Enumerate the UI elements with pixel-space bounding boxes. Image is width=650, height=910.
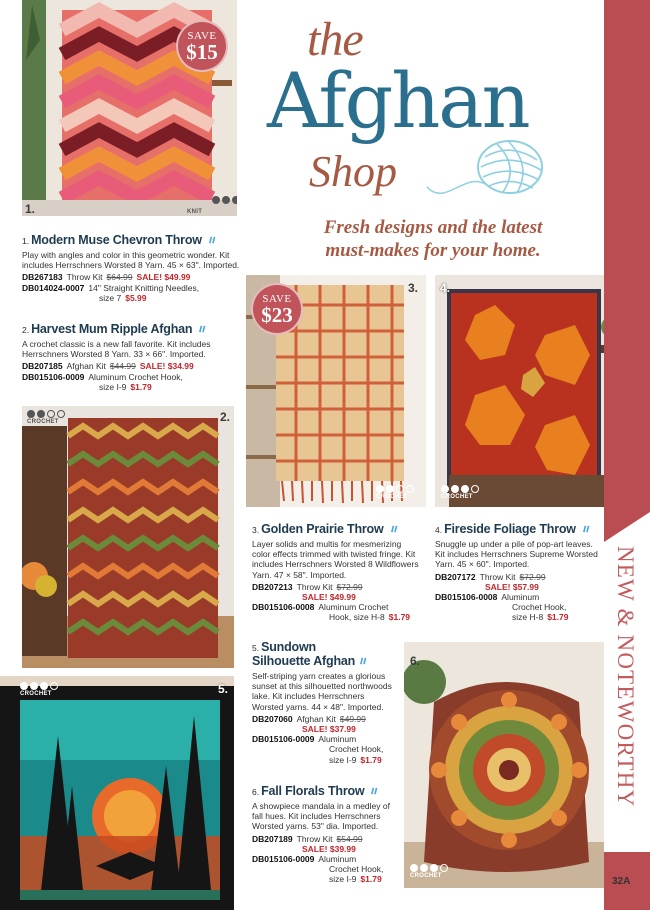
sku: DB015106-0008 — [252, 602, 315, 613]
product-name-line-1[interactable]: Sundown — [261, 640, 316, 654]
price: $1.79 — [360, 754, 382, 765]
item-name: Throw Kit — [296, 581, 333, 592]
product-description: Play with angles and color in this geometric wonder. Kit includes Herrschners Worsted 8 Yarn. 45 × 63". Imported. — [22, 250, 240, 271]
skill-dot-filled — [461, 485, 469, 493]
item-name: Aluminum Crochet Hook, — [88, 371, 183, 382]
logo-word-afghan: Afghan — [267, 56, 529, 145]
tagline-line-1: Fresh designs and the latest — [323, 217, 543, 238]
product-description: Layer solids and multis for mesmerizing color effects trimmed with twisted fringe. Kit includes Herrschners Worsted 8 Wildflowers Yarn. 47 × 58". Imported. — [252, 539, 419, 580]
sale-price: SALE! $49.99 — [302, 592, 356, 603]
skill-dot-filled — [27, 410, 35, 418]
yarn-weight-icon — [391, 525, 399, 533]
sale-price: SALE! $49.99 — [136, 272, 191, 283]
save-badge-amount: $15 — [186, 40, 218, 64]
item-name: Aluminum Crochet — [318, 602, 389, 613]
item-name: 14" Straight Knitting Needles, — [88, 282, 200, 293]
item-name: Afghan Kit — [66, 361, 106, 372]
product-description: A showpiece mandala in a medley of fall hues. Kit includes Herrschners Worsted yarns. 53" dia. Imported. — [252, 801, 390, 832]
item-size: size I-9 — [99, 381, 127, 392]
skill-dot-filled — [30, 682, 38, 690]
skill-dot-filled — [376, 485, 384, 493]
item-name: Throw Kit — [296, 833, 333, 844]
skill-label: CROCHET — [410, 873, 442, 879]
photo-number: 3. — [408, 281, 419, 295]
yarn-weight-icon — [583, 525, 591, 533]
photo-number: 6. — [410, 654, 421, 668]
sale-price: SALE! $34.99 — [139, 361, 194, 372]
product-photo-4[interactable] — [435, 275, 627, 507]
price: $1.79 — [360, 874, 382, 885]
sku: DB207189 — [252, 833, 293, 844]
yarn-weight-icon — [371, 787, 379, 795]
product-index: 3. — [252, 525, 260, 535]
sku: DB015106-0008 — [435, 592, 498, 603]
product-description: Snuggle up under a pile of pop-art leaves. Kit includes Herrschners Supreme Worsted Yarn. 45 × 60". Imported. — [435, 539, 598, 570]
skill-dot-filled — [232, 196, 237, 204]
sku: DB207185 — [22, 361, 63, 372]
yarn-weight-icon — [209, 236, 217, 244]
item-size: Hook, size H-8 — [329, 612, 385, 623]
skill-dot-filled — [40, 682, 48, 690]
product-photo-2[interactable] — [22, 406, 234, 668]
product-index: 1. — [22, 236, 30, 246]
skill-level-indicator — [20, 682, 58, 697]
was-price: $44.99 — [109, 361, 136, 372]
item-name: Crochet Hook, — [512, 602, 567, 613]
tagline — [268, 216, 598, 262]
logo-word-shop: Shop — [309, 147, 397, 196]
page-number: 32A — [612, 876, 631, 887]
ripple-afghan-image — [22, 406, 234, 668]
section-label: NEW & NOTEWORTHY — [613, 546, 638, 808]
was-price: $64.99 — [106, 272, 133, 283]
skill-dot-filled — [410, 864, 418, 872]
save-badge-amount: $23 — [261, 303, 293, 327]
sku: DB015106-0009 — [22, 371, 85, 382]
sku: DB267183 — [22, 272, 63, 283]
save-badge-1 — [176, 20, 228, 72]
skill-dot-filled — [37, 410, 45, 418]
product-description: Self-striping yarn creates a glorious sunset at this silhouetted northwoods lake. Kit includes Herrschners Worsted yarns. 44 × 48". Imported. — [252, 671, 392, 712]
skill-dot-filled — [386, 485, 394, 493]
item-size: size 7 — [99, 292, 122, 303]
skill-level-indicator — [376, 485, 414, 500]
product-name[interactable]: Golden Prairie Throw — [261, 522, 384, 536]
sale-price: SALE! $57.99 — [485, 581, 539, 592]
price: $5.99 — [125, 292, 147, 303]
product-name[interactable]: Harvest Mum Ripple Afghan — [31, 322, 193, 336]
product-photo-5[interactable] — [0, 676, 234, 910]
skill-dot-empty — [57, 410, 65, 418]
yarn-ball-icon — [425, 132, 545, 202]
skill-label: KNIT — [187, 209, 203, 215]
product-index: 5. — [252, 643, 260, 653]
sku: DB207213 — [252, 581, 293, 592]
sale-price: SALE! $39.99 — [302, 843, 356, 854]
tagline-line-2: must-makes for your home. — [325, 240, 541, 261]
item-name: Aluminum — [318, 854, 357, 865]
skill-dot-empty — [440, 864, 448, 872]
skill-dot-empty — [406, 485, 414, 493]
product-index: 6. — [252, 787, 260, 797]
fall-florals-image — [404, 642, 604, 888]
yarn-weight-icon — [360, 657, 368, 665]
product-4 — [435, 522, 605, 623]
price: $1.79 — [388, 612, 411, 623]
skill-dot-filled — [430, 864, 438, 872]
product-2 — [22, 322, 242, 392]
skill-dot-filled — [451, 485, 459, 493]
sku: DB207060 — [252, 713, 293, 724]
product-photo-6[interactable] — [404, 642, 604, 888]
yarn-weight-icon — [199, 325, 207, 333]
skill-dot-empty — [47, 410, 55, 418]
photo-number: 1. — [25, 202, 36, 216]
fireside-foliage-image — [435, 275, 627, 507]
item-name: Afghan Kit — [296, 713, 336, 724]
product-1 — [22, 233, 242, 303]
skill-dot-filled — [420, 864, 428, 872]
product-index: 4. — [435, 525, 443, 535]
skill-label: CROCHET — [376, 494, 408, 500]
product-name[interactable]: Fireside Foliage Throw — [444, 522, 576, 536]
photo-number: 4. — [440, 281, 451, 295]
skill-dot-filled — [222, 196, 230, 204]
sale-price: SALE! $37.99 — [302, 724, 356, 735]
side-band-tab — [604, 512, 650, 542]
item-name: Crochet Hook, — [329, 744, 384, 755]
was-price: $49.99 — [339, 713, 366, 724]
product-name[interactable]: Modern Muse Chevron Throw — [31, 233, 202, 247]
sku: DB015106-0009 — [252, 854, 315, 865]
logo-word-the: the — [307, 13, 363, 66]
sundown-silhouette-image — [0, 676, 234, 910]
photo-number: 5. — [218, 682, 229, 696]
header-logo — [265, 12, 585, 212]
skill-label: CROCHET — [27, 419, 59, 425]
skill-label: CROCHET — [441, 494, 473, 500]
item-size: size I-9 — [329, 874, 357, 885]
product-description: A crochet classic is a new fall favorite. Kit includes Herrschners Worsted 8 Yarn. 33 × 66". Imported. — [22, 339, 211, 360]
item-name: Aluminum — [318, 734, 357, 745]
skill-dot-empty — [50, 682, 58, 690]
sku: DB015106-0009 — [252, 734, 315, 745]
skill-dot-filled — [20, 682, 28, 690]
was-price: $72.99 — [519, 571, 546, 582]
skill-level-indicator — [410, 864, 448, 879]
was-price: $54.99 — [336, 833, 363, 844]
product-5 — [252, 640, 397, 765]
item-name: Aluminum — [501, 592, 540, 603]
save-badge-label: SAVE — [187, 30, 217, 42]
skill-level-indicator — [441, 485, 479, 500]
skill-dot-filled — [441, 485, 449, 493]
product-3 — [252, 522, 422, 623]
product-6 — [252, 784, 397, 885]
photo-number: 2. — [220, 410, 231, 424]
skill-dot-empty — [471, 485, 479, 493]
skill-dot-empty — [396, 485, 404, 493]
skill-level-indicator — [212, 196, 237, 204]
price: $1.79 — [547, 612, 569, 623]
price: $1.79 — [130, 381, 152, 392]
item-name: Crochet Hook, — [329, 864, 384, 875]
save-badge-3 — [251, 283, 303, 335]
item-size: size I-9 — [329, 754, 357, 765]
skill-label: CROCHET — [20, 691, 52, 697]
product-index: 2. — [22, 325, 30, 335]
item-name: Throw Kit — [479, 571, 516, 582]
sku: DB014024-0007 — [22, 282, 85, 293]
save-badge-label: SAVE — [262, 293, 292, 305]
was-price: $72.99 — [336, 581, 363, 592]
product-name[interactable]: Fall Florals Throw — [261, 784, 365, 798]
sku: DB207172 — [435, 571, 476, 582]
skill-level-indicator — [27, 410, 65, 425]
item-name: Throw Kit — [66, 272, 103, 283]
skill-dot-filled — [212, 196, 220, 204]
product-name-line-2[interactable]: Silhouette Afghan — [252, 654, 356, 668]
item-size: size H-8 — [512, 612, 544, 623]
